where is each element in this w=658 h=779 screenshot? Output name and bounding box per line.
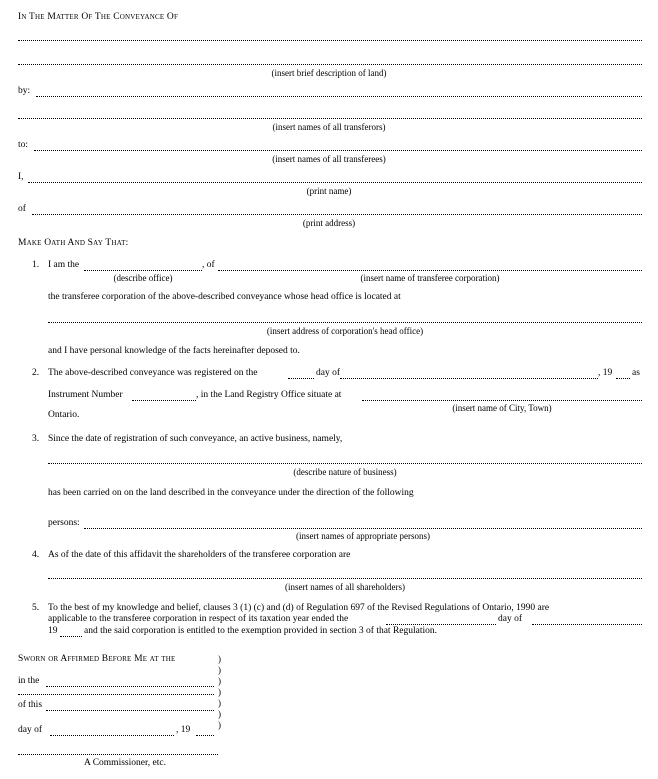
print-address-caption: (print address): [302, 218, 356, 228]
to-label: to:: [18, 140, 29, 150]
business-caption: (describe nature of business): [293, 467, 397, 477]
p3-text-a: Since the date of registration of such conveyance, an active business, namely,: [48, 434, 343, 444]
corp-name-line[interactable]: [218, 270, 642, 271]
paren-5: ): [218, 698, 221, 708]
shareholders-line[interactable]: [48, 578, 642, 579]
p4-number: 4.: [32, 550, 40, 560]
in-the-line[interactable]: [46, 686, 214, 687]
land-line-1[interactable]: [18, 40, 642, 41]
paren-4: ): [218, 687, 221, 697]
p1-line2: the transferee corporation of the above-described conveyance whose head office is located at: [48, 292, 401, 302]
jurat-19: , 19: [176, 725, 191, 735]
p2-as: as: [632, 368, 640, 378]
p5-line1: To the best of my knowledge and belief, clauses 3 (1) (c) and (d) of Regulation 697 of the Revised Regulations of Ontario, 1990 are: [48, 603, 550, 613]
paren-3: ): [218, 676, 221, 686]
p5-19: 19: [48, 626, 58, 636]
city-caption: (insert name of City, Town): [452, 403, 552, 413]
shareholders-caption: (insert names of all shareholders): [285, 582, 405, 592]
p2-registry: , in the Land Registry Office situate at: [196, 390, 342, 400]
day-of-label: day of: [18, 725, 43, 735]
jurat-day-line[interactable]: [50, 735, 174, 736]
commissioner-label: A Commissioner, etc.: [84, 758, 166, 768]
p1-line4: and I have personal knowledge of the facts hereinafter deposed to.: [48, 346, 300, 356]
taxation-year-line[interactable]: [386, 624, 496, 625]
of-label: of: [18, 204, 26, 214]
p1-number: 1.: [32, 260, 40, 270]
business-line[interactable]: [48, 463, 642, 464]
p2-number: 2.: [32, 368, 40, 378]
p1-i-am-the: I am the: [48, 260, 80, 270]
paren-6: ): [218, 709, 221, 719]
p1-of: , of: [202, 260, 215, 270]
p5-line2a: applicable to the transferee corporation in respect of its taxation year ended the: [48, 614, 349, 624]
p2-ontario: Ontario.: [48, 410, 80, 420]
p3-persons: persons:: [48, 518, 80, 528]
city-line[interactable]: [362, 400, 642, 401]
paren-2: ): [218, 665, 221, 675]
print-name-caption: (print name): [306, 186, 352, 196]
sworn-label: Sworn or Affirmed Before Me at the: [18, 654, 176, 664]
reg-day-line[interactable]: [288, 378, 314, 379]
reg-month-line[interactable]: [340, 378, 598, 379]
to-line[interactable]: [34, 150, 642, 151]
i-label: I,: [18, 172, 24, 182]
p3-number: 3.: [32, 434, 40, 444]
instrument-number-line[interactable]: [132, 400, 196, 401]
of-this-line[interactable]: [46, 710, 214, 711]
corp-caption: (insert name of transferee corporation): [360, 273, 500, 283]
p2-day-of: day of: [316, 368, 341, 378]
p2-19: , 19: [598, 368, 613, 378]
office-caption: (describe office): [113, 273, 173, 283]
office-line[interactable]: [84, 270, 202, 271]
paren-1: ): [218, 654, 221, 664]
taxation-month-line[interactable]: [532, 624, 642, 625]
p3-text-b: has been carried on on the land described in the conveyance under the direction of the following: [48, 488, 414, 498]
p4-text-a: As of the date of this affidavit the shareholders of the transferee corporation are: [48, 550, 351, 560]
oath-heading: Make Oath And Say That:: [18, 238, 129, 248]
p5-number: 5.: [32, 603, 40, 613]
persons-line[interactable]: [84, 528, 642, 529]
paren-7: ): [218, 720, 221, 730]
p2-instrument: Instrument Number: [48, 390, 123, 400]
jurat-year-line[interactable]: [196, 735, 214, 736]
head-office-line[interactable]: [48, 322, 642, 323]
matter-title: In The Matter Of The Conveyance Of: [18, 12, 179, 22]
p2-text-a: The above-described conveyance was registered on the: [48, 368, 258, 378]
commissioner-signature-line[interactable]: [18, 754, 218, 755]
p5-line3b: and the said corporation is entitled to the exemption provided in section 3 of that Regulation.: [84, 626, 438, 636]
by-label: by:: [18, 86, 31, 96]
reg-year-line[interactable]: [616, 378, 630, 379]
land-line-2[interactable]: [18, 64, 642, 65]
p5-day-of: day of: [498, 614, 523, 624]
transferors-caption: (insert names of all transferors): [272, 122, 386, 132]
of-this-label: of this: [18, 700, 43, 710]
in-the-label: in the: [18, 676, 40, 686]
taxation-yr-line[interactable]: [60, 636, 82, 637]
by-line-2[interactable]: [18, 118, 642, 119]
transferees-caption: (insert names of all transferees): [272, 154, 386, 164]
by-line-1[interactable]: [36, 96, 642, 97]
name-line[interactable]: [28, 182, 642, 183]
address-line[interactable]: [32, 214, 642, 215]
head-office-caption: (insert address of corporation's head office): [266, 326, 424, 336]
land-caption: (insert brief description of land): [271, 68, 387, 78]
sworn-place-line[interactable]: [18, 694, 214, 695]
persons-caption: (insert names of appropriate persons): [296, 531, 430, 541]
